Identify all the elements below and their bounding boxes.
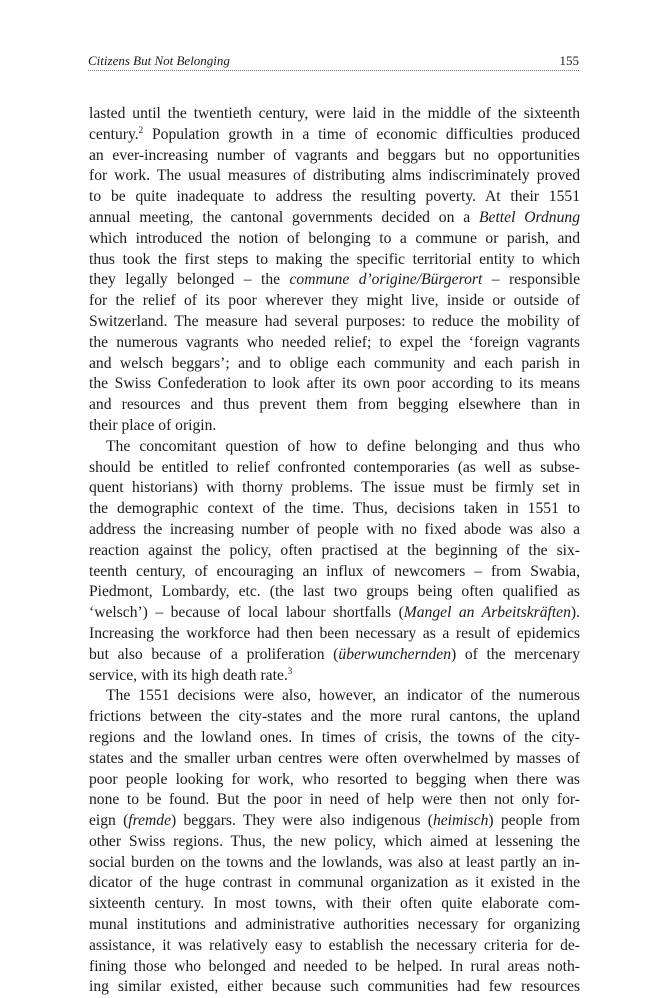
text-run: poor people looking for work, who resorted to begging when there was bbox=[89, 770, 580, 788]
text-line bbox=[89, 832, 580, 853]
text-run: they legally belonged – the bbox=[89, 271, 290, 289]
text-run: other Swiss regions. Thus, the new policy, which aimed at lessening the bbox=[89, 832, 580, 850]
text-run: service, with its high death rate. bbox=[89, 666, 288, 684]
text-run: but also because of a proliferation ( bbox=[89, 645, 339, 663]
paragraph bbox=[89, 686, 580, 998]
text-run: sixteenth century. In most towns, with their often quite elaborate com- bbox=[89, 895, 580, 913]
text-line bbox=[89, 354, 580, 375]
italic-term: heimisch bbox=[432, 812, 489, 830]
text-line bbox=[89, 458, 580, 479]
text-run: ). bbox=[570, 604, 580, 622]
text-run: thus took the first steps to making the specific territorial entity to which bbox=[89, 250, 580, 268]
italic-term: überwunchernden bbox=[338, 645, 451, 663]
running-title: Citizens But Not Belonging bbox=[88, 53, 230, 68]
text-line bbox=[89, 707, 580, 728]
text-run: reaction against the policy, often practised at the beginning of the six- bbox=[89, 541, 580, 559]
italic-term: fremde bbox=[128, 812, 172, 830]
text-run: The 1551 decisions were also, however, an indicator of the numerous bbox=[106, 687, 580, 705]
text-line bbox=[89, 645, 580, 666]
text-run: frictions between the city-states and the more rural cantons, the upland bbox=[89, 708, 580, 726]
text-line bbox=[89, 977, 580, 998]
text-run: social burden on the towns and the lowlands, was also at least partly an in- bbox=[89, 853, 580, 871]
text-run: the demographic context of the time. Thus, decisions taken in 1551 to bbox=[89, 500, 580, 518]
text-run: munal institutions and administrative authorities necessary for organizing bbox=[89, 916, 580, 934]
footnote-ref: 2 bbox=[138, 124, 144, 135]
text-run: should be entitled to relief confronted contemporaries (as well as subse- bbox=[89, 458, 580, 476]
text-line bbox=[89, 395, 580, 416]
text-line bbox=[89, 894, 580, 915]
text-line bbox=[89, 811, 580, 832]
running-head bbox=[88, 52, 579, 71]
text-line bbox=[89, 208, 580, 229]
footnote-ref: 3 bbox=[287, 665, 293, 676]
body-text bbox=[89, 104, 580, 998]
text-run: ) people from bbox=[488, 812, 580, 830]
text-run: lasted until the twentieth century, were laid in the middle of the sixteenth bbox=[89, 105, 580, 122]
text-run: and resources and thus prevent them from begging elsewhere than in bbox=[89, 396, 580, 414]
text-line bbox=[89, 416, 580, 437]
text-line bbox=[89, 437, 580, 458]
text-run: The concomitant question of how to define belonging and thus who bbox=[106, 437, 580, 455]
text-run: states and the smaller urban centres were often overwhelmed by masses of bbox=[89, 749, 580, 767]
text-run: Population growth in a time of economic difficulties produced bbox=[143, 125, 580, 143]
text-line bbox=[89, 187, 580, 208]
text-run: – responsible bbox=[482, 271, 581, 289]
text-line bbox=[89, 582, 580, 603]
text-run: annual meeting, the cantonal governments decided on a bbox=[89, 208, 480, 226]
text-run: century. bbox=[89, 125, 139, 143]
text-run: the Swiss Confederation to look after its own poor according to its means bbox=[89, 375, 580, 393]
italic-term: Mangel an Arbeitskräften bbox=[403, 604, 571, 622]
text-line bbox=[89, 770, 580, 791]
paragraph bbox=[89, 104, 580, 437]
italic-term: commune d’origine/Bürgerort bbox=[289, 271, 483, 289]
text-line bbox=[89, 624, 580, 645]
text-line bbox=[89, 291, 580, 312]
text-line bbox=[89, 749, 580, 770]
text-run: the numerous vagrants who needed relief; to expel the ‘foreign vagrants bbox=[89, 333, 580, 351]
text-line bbox=[89, 686, 580, 707]
text-line bbox=[89, 957, 580, 978]
italic-term: Bettel Ordnung bbox=[479, 208, 580, 226]
text-run: ‘welsch’) – because of local labour shortfalls ( bbox=[89, 604, 404, 622]
text-run: to be quite inadequate to address the resulting poverty. At their 1551 bbox=[89, 188, 580, 206]
text-run: address the increasing number of people with no fixed abode was also a bbox=[89, 520, 580, 538]
paragraph bbox=[89, 437, 580, 687]
text-line bbox=[89, 166, 580, 187]
text-line bbox=[89, 728, 580, 749]
page-number: 155 bbox=[559, 53, 579, 68]
text-line bbox=[89, 104, 580, 125]
text-run: Switzerland. The measure had several purposes: to reduce the mobility of bbox=[89, 312, 580, 330]
text-line bbox=[89, 666, 580, 687]
text-run: assistance, it was relatively easy to establish the necessary criteria for de- bbox=[89, 936, 580, 954]
text-run: none to be found. But the poor in need of help were then not only for- bbox=[89, 791, 580, 809]
text-line bbox=[89, 915, 580, 936]
text-line bbox=[89, 790, 580, 811]
text-run: ) beggars. They were also indigenous ( bbox=[171, 812, 433, 830]
text-line bbox=[89, 499, 580, 520]
text-run: Increasing the workforce had then been necessary as a result of epidemics bbox=[89, 624, 580, 642]
text-line bbox=[89, 270, 580, 291]
text-line bbox=[89, 250, 580, 271]
text-line bbox=[89, 520, 580, 541]
text-run: dicator of the huge contrast in communal organization as it existed in the bbox=[89, 874, 580, 892]
text-line bbox=[89, 478, 580, 499]
text-run: and welsch beggars’; and to oblige each community and each parish in bbox=[89, 354, 580, 372]
text-line bbox=[89, 853, 580, 874]
text-line bbox=[89, 562, 580, 583]
text-run: regions and the lowland ones. In times of crisis, the towns of the city- bbox=[89, 728, 580, 746]
text-line bbox=[89, 125, 580, 146]
text-run: Piedmont, Lombardy, etc. (the last two groups being often qualified as bbox=[89, 583, 580, 601]
text-line bbox=[89, 146, 580, 167]
text-run: for the relief of its poor wherever they might live, inside or outside of bbox=[89, 292, 580, 310]
text-line bbox=[89, 873, 580, 894]
text-run: which introduced the notion of belonging to a commune or parish, and bbox=[89, 229, 580, 247]
text-line bbox=[89, 936, 580, 957]
text-line bbox=[89, 229, 580, 250]
text-run: for work. The usual measures of distributing alms indiscriminately proved bbox=[89, 167, 580, 185]
text-run: ) of the mercenary bbox=[451, 645, 580, 663]
text-run: their place of origin. bbox=[89, 416, 217, 434]
text-line bbox=[89, 312, 580, 333]
text-run: an ever-increasing number of vagrants and beggars but no opportunities bbox=[89, 146, 580, 164]
text-run: eign ( bbox=[89, 812, 129, 830]
text-run: teenth century, of encouraging an influx of newcomers – from Swabia, bbox=[89, 562, 580, 580]
text-run: quent historians) with thorny problems. The issue must be firmly set in bbox=[89, 479, 580, 497]
text-run: fining those who belonged and needed to be helped. In rural areas noth- bbox=[89, 957, 580, 975]
text-line bbox=[89, 541, 580, 562]
text-line bbox=[89, 333, 580, 354]
text-line bbox=[89, 374, 580, 395]
text-line bbox=[89, 603, 580, 624]
text-run: ing similar existed, either because such communities had few resources bbox=[89, 978, 580, 996]
